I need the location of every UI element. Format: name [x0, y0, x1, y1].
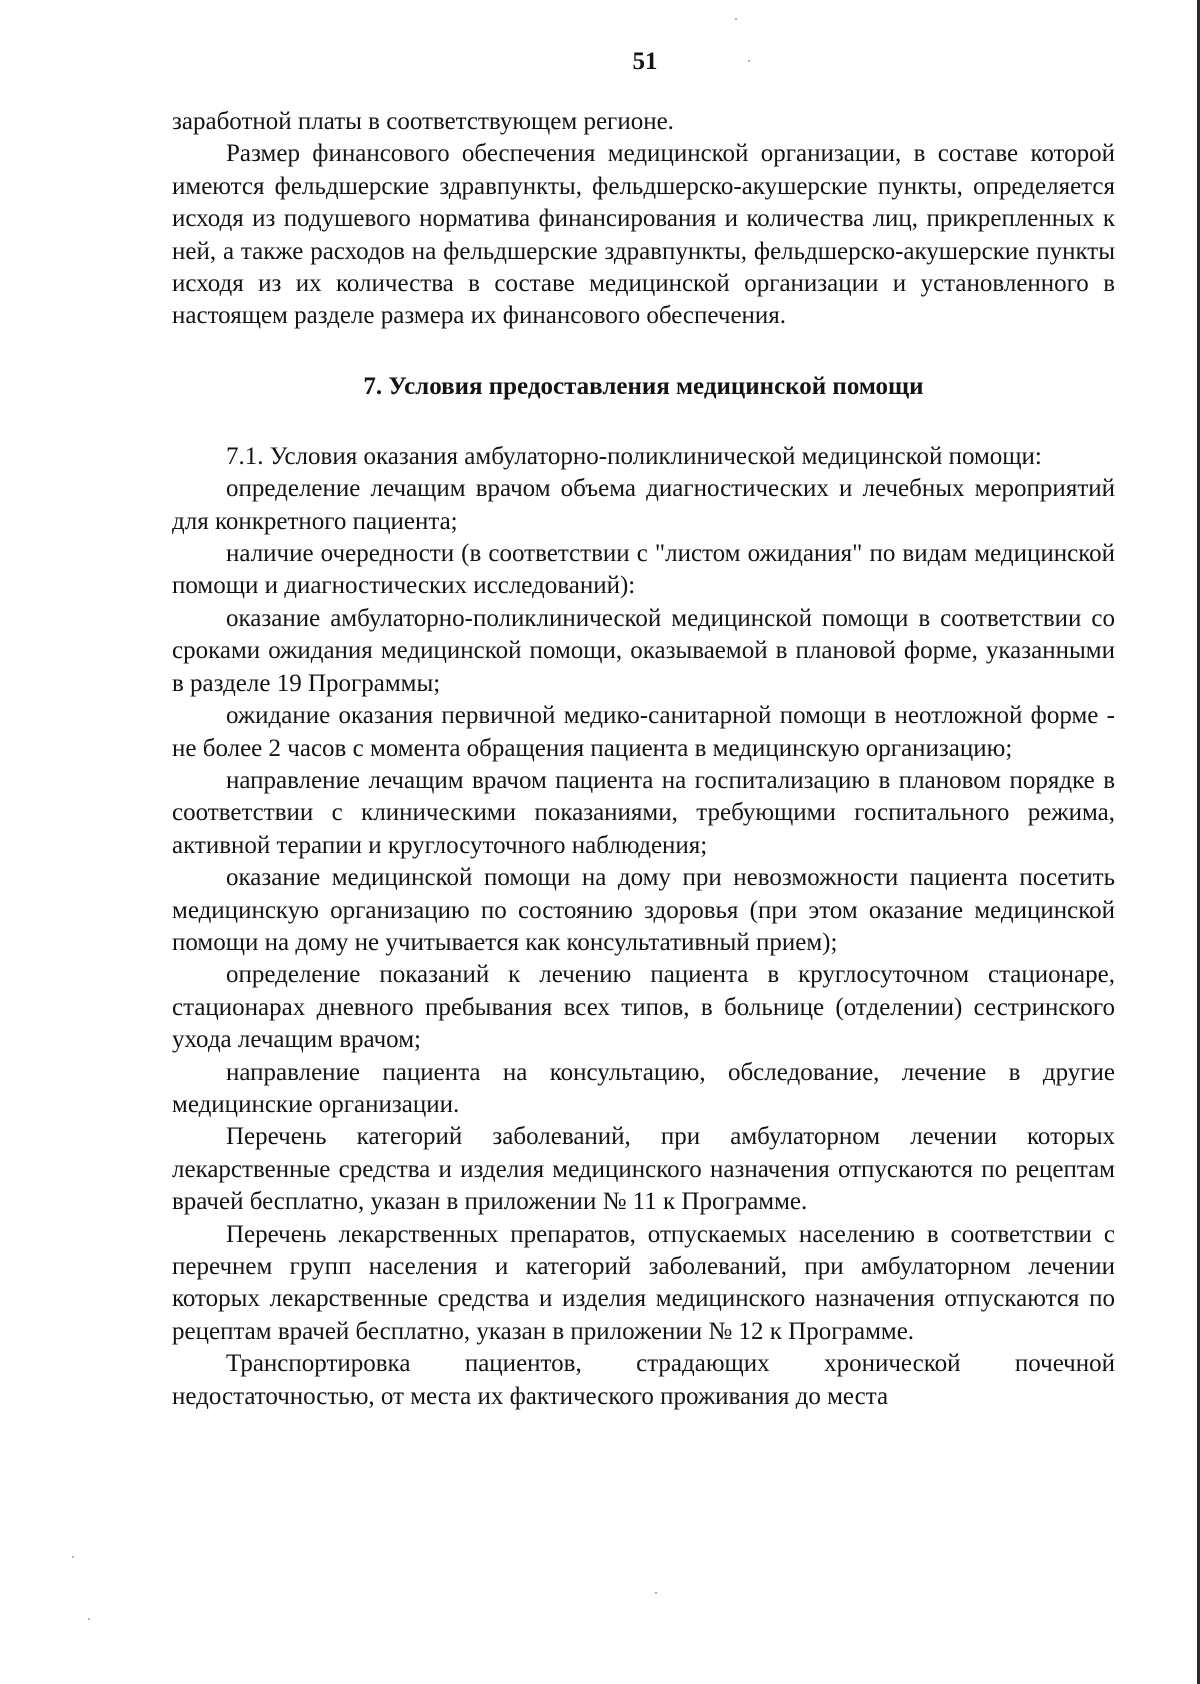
paragraph-transport: Транспортировка пациентов, страдающих хронической почечной недостаточностью, от места их фактического проживания до места [172, 1350, 1115, 1410]
paragraph-appendix-12: Перечень лекарственных препаратов, отпускаемых населению в соответствии с перечнем групп населения и категорий заболеваний, при амбулаторном лечении которых лекарственные средства и изделия медицинского назначения отпускаются по рецептам врачей бесплатно, указан в приложении № 12 к Программе. [172, 1220, 1115, 1345]
list-item: оказание медицинской помощи на дому при невозможности пациента посетить медицинскую организацию по состоянию здоровья (при этом оказание медицинской помощи на дому не учитывается как консультативный прием); [172, 864, 1115, 956]
scan-speck [748, 60, 750, 62]
paragraph-7-1: 7.1. Условия оказания амбулаторно-поликлинической медицинской помощи: [226, 442, 1042, 470]
list-item: направление пациента на консультацию, обследование, лечение в другие медицинские организации. [172, 1058, 1115, 1118]
document-body [172, 106, 1115, 1413]
scan-speck [655, 1592, 657, 1594]
scan-speck [88, 1618, 90, 1620]
section-heading: 7. Условия предоставления медицинской помощи [363, 372, 924, 400]
list-item: ожидание оказания первичной медико-санитарной помощи в неотложной форме - не более 2 часов с момента обращения пациента в медицинскую организацию; [172, 702, 1115, 762]
page-number: 51 [632, 48, 658, 75]
list-item: наличие очередности (в соответствии с "листом ожидания" по видам медицинской помощи и диагностических исследований): [172, 540, 1115, 600]
list-item: определение лечащим врачом объема диагностических и лечебных мероприятий для конкретного пациента; [172, 475, 1115, 535]
paragraph-appendix-11: Перечень категорий заболеваний, при амбулаторном лечении которых лекарственные средства и изделия медицинского назначения отпускаются по рецептам врачей бесплатно, указан в приложении № 11 к Программе. [172, 1123, 1115, 1216]
scan-speck [735, 18, 737, 20]
paragraph-financing: Размер финансового обеспечения медицинской организации, в составе которой имеются фельдшерские здравпункты, фельдшерско-акушерские пункты, определяется исходя из подушевого норматива финансирования и количества лиц, прикрепленных к ней, а также расходов на фельдшерские здравпункты, фельдшерско-акушерские пункты исходя из их количества в составе медицинской организации и установленного в настоящем разделе размера их финансового обеспечения. [172, 140, 1115, 330]
scan-speck [72, 1556, 74, 1558]
list-item: направление лечащим врачом пациента на госпитализацию в плановом порядке в соответствии с клиническими показаниями, требующими госпитального режима, активной терапии и круглосуточного наблюдения; [172, 766, 1115, 859]
list-item: определение показаний к лечению пациента в круглосуточном стационаре, стационарах дневного пребывания всех типов, в больнице (отделении) сестринского ухода лечащим врачом; [172, 961, 1115, 1054]
list-item: оказание амбулаторно-поликлинической медицинской помощи в соответствии со сроками ожидания медицинской помощи, оказываемой в плановой форме, указанными в разделе 19 Программы; [172, 604, 1115, 697]
paragraph-continuation: заработной платы в соответствующем регионе. [172, 108, 674, 135]
